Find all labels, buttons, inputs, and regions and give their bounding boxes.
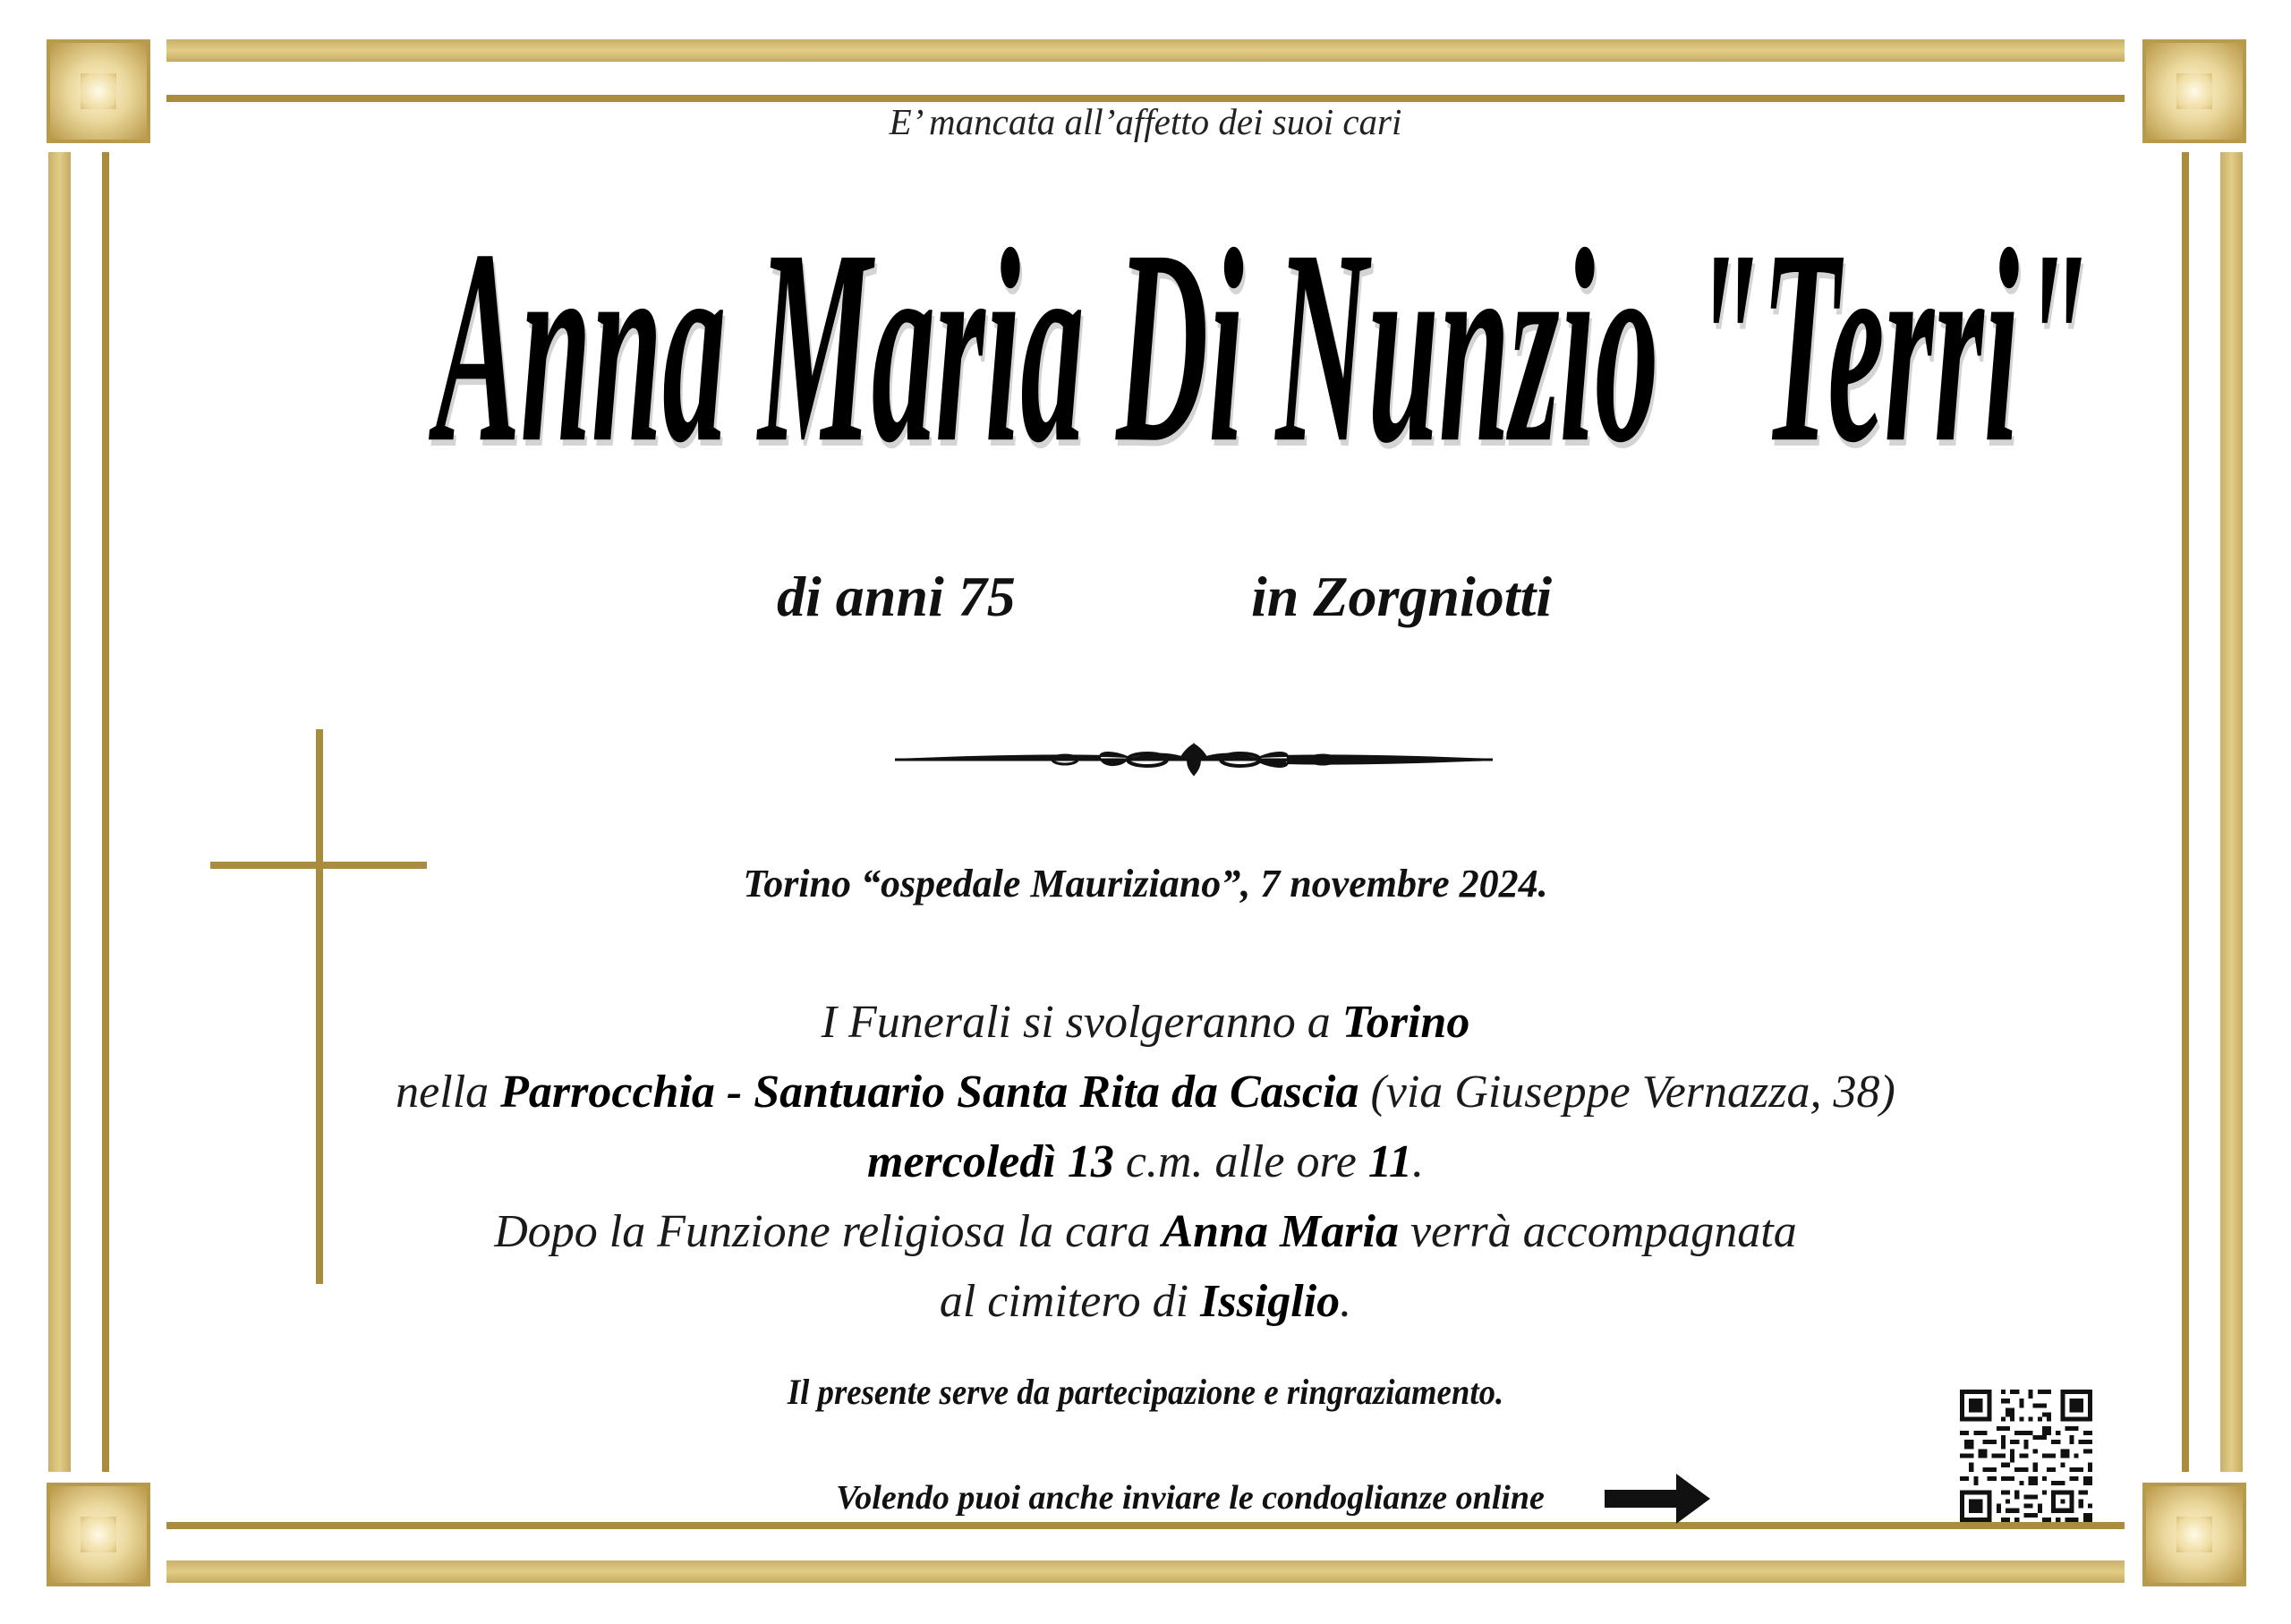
frame-top-band: [166, 39, 2125, 102]
corner-ornament-bottom-right: [2142, 1483, 2246, 1586]
qr-code[interactable]: [1960, 1390, 2092, 1522]
ornament-divider: [895, 741, 1493, 778]
funeral-details: [0, 988, 2291, 1337]
frame-bottom-band: [166, 1522, 2125, 1585]
funeral-line-3: mercoledì 13 c.m. alle ore 11.: [867, 1136, 1424, 1187]
funeral-line-4: Dopo la Funzione religiosa la cara Anna Maria verrà accompagnata: [494, 1206, 1797, 1257]
married-name: in Zorgniotti: [1251, 565, 1553, 628]
funeral-line-1: I Funerali si svolgeranno a Torino: [821, 997, 1470, 1048]
funeral-line-5: al cimitero di Issiglio.: [939, 1276, 1352, 1327]
participation-notice: Il presente serve da partecipazione e ringraziamento.: [787, 1372, 1504, 1412]
deceased-name: Anna Maria Di Nunzio "Terri": [435, 191, 2091, 500]
funeral-line-2: nella Parrocchia - Santuario Santa Rita da Cascia (via Giuseppe Vernazza, 38): [396, 1067, 1895, 1118]
age-text: di anni 75: [777, 565, 1016, 628]
arrow-right-icon: [1605, 1474, 1710, 1524]
condolences-text[interactable]: Volendo puoi anche inviare le condoglianze online: [836, 1479, 1545, 1517]
corner-ornament-bottom-left: [47, 1483, 150, 1586]
intro-line: E’ mancata all’affetto dei suoi cari: [889, 101, 1402, 142]
place-date: Torino “ospedale Mauriziano”, 7 novembre 2024.: [743, 862, 1548, 906]
